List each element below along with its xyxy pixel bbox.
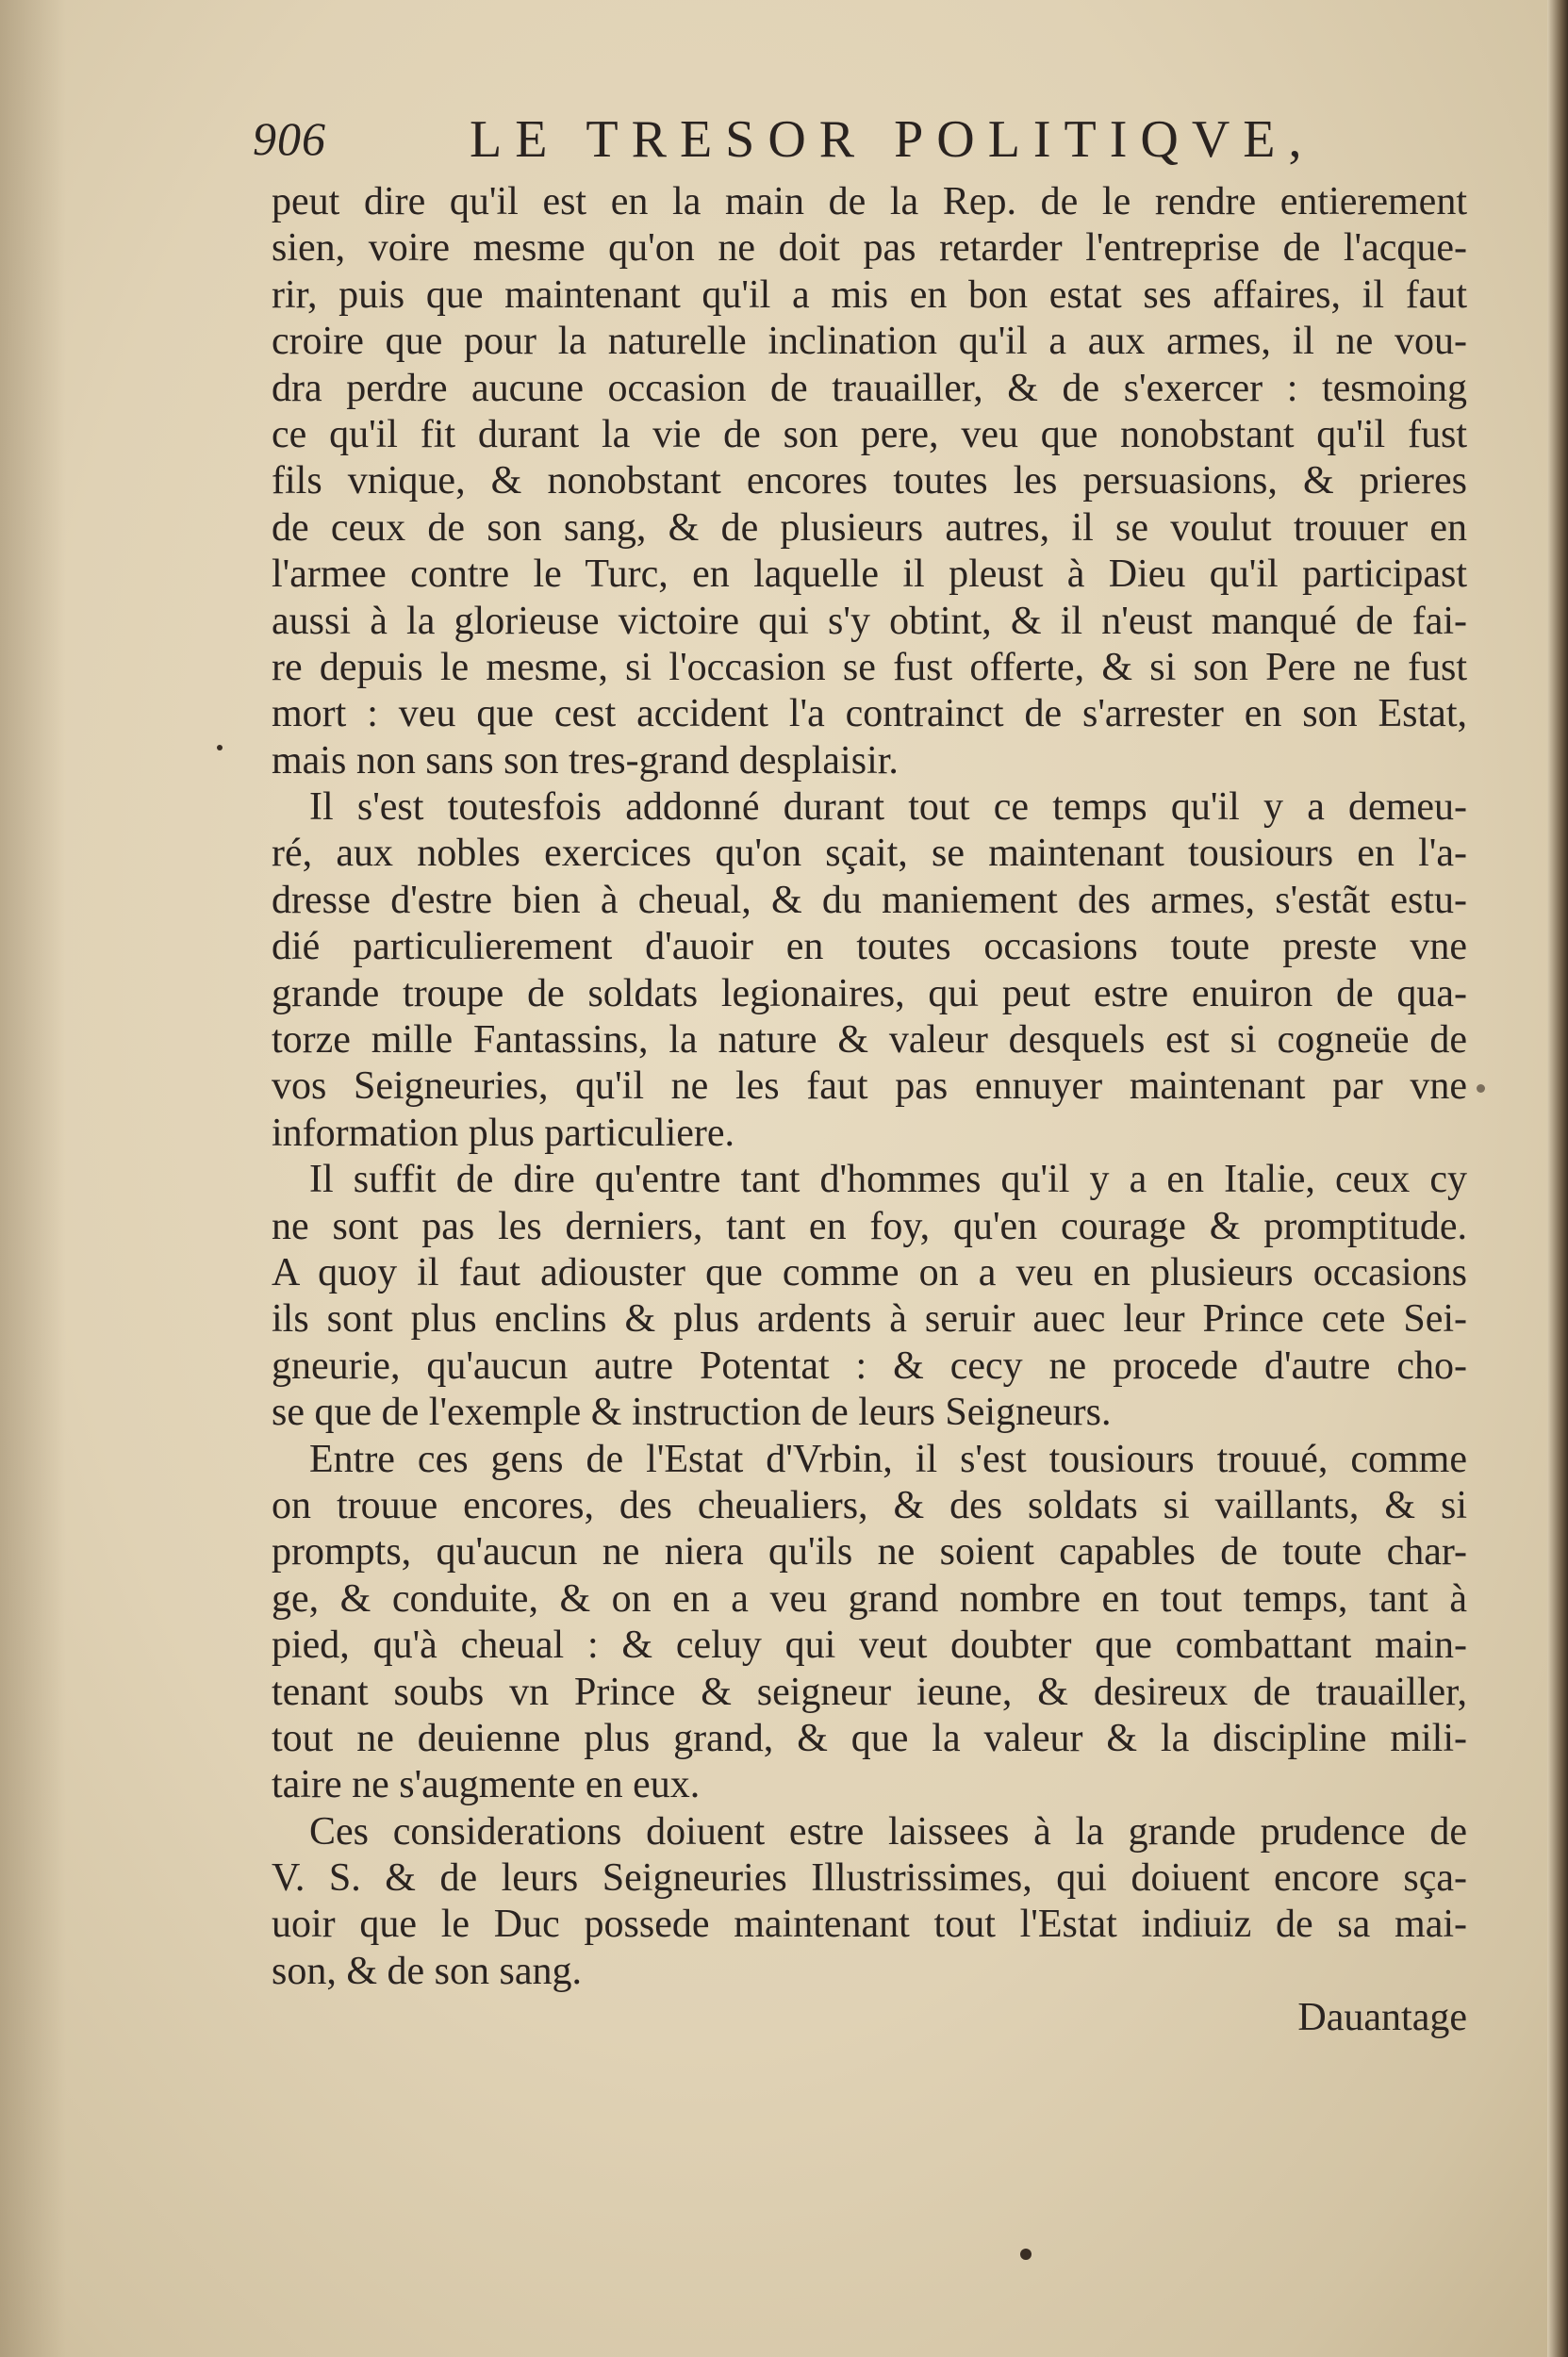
text-line: mais non sans son tres-grand desplaisir. xyxy=(272,738,899,783)
text-line: l'armee contre le Turc, en laquelle il pleust à Dieu qu'il participast xyxy=(272,552,1467,597)
catchword: Dauantage xyxy=(1297,1996,1467,2040)
text-line: peut dire qu'il est en la main de la Rep. de le rendre entierement xyxy=(272,180,1467,223)
text-line: A quoy il faut adiouster que comme on a veu en plusieurs occasions xyxy=(272,1250,1467,1294)
text-line: ne sont pas les derniers, tant en foy, qu'en courage & promptitude. xyxy=(272,1204,1467,1248)
text-line: pied, qu'à cheual : & celuy qui veut doubter que combattant main- xyxy=(272,1624,1467,1668)
text-line: fils vnique, & nonobstant encores toutes les persuasions, & prieres xyxy=(272,459,1467,503)
text-line: tenant soubs vn Prince & seigneur ieune, & desireux de trauailler, xyxy=(272,1670,1467,1714)
text-line: dra perdre aucune occasion de trauailler, & de s'exercer : tesmoing xyxy=(272,366,1467,410)
book-page xyxy=(253,104,1467,2052)
ink-speck xyxy=(1020,2249,1032,2260)
text-line: V. S. & de leurs Seigneuries Illustrissimes, qui doiuent encore sça- xyxy=(272,1856,1467,1901)
text-line: ce qu'il fit durant la vie de son pere, veu que nonobstant qu'il fust xyxy=(272,412,1467,456)
text-line: rir, puis que maintenant qu'il a mis en bon estat ses affaires, il faut xyxy=(272,272,1467,317)
running-head xyxy=(253,104,1467,179)
text-line: ge, & conduite, & on en a veu grand nombre en tout temps, tant à xyxy=(272,1576,1467,1621)
text-line: tout ne deuienne plus grand, & que la valeur & la discipline mili- xyxy=(272,1716,1467,1760)
text-line: Entre ces gens de l'Estat d'Vrbin, il s'est tousiours trouué, comme xyxy=(309,1437,1467,1481)
text-line: ils sont plus enclins & plus ardents à seruir auec leur Prince cete Sei- xyxy=(272,1297,1467,1342)
text-line: son, & de son sang. xyxy=(272,1949,582,1993)
ink-speck xyxy=(1477,1084,1485,1093)
page-right-edge xyxy=(1547,0,1568,2357)
body-text xyxy=(272,179,1467,1995)
text-line: taire ne s'augmente en eux. xyxy=(272,1763,701,1807)
text-line: re depuis le mesme, si l'occasion se fust offerte, & si son Pere ne fust xyxy=(272,645,1467,689)
running-title: LE TRESOR POLITIQVE, xyxy=(470,110,1315,169)
text-line: torze mille Fantassins, la nature & valeur desquels est si cogneüe de xyxy=(272,1018,1467,1063)
page-number: 906 xyxy=(253,112,326,165)
text-line: Il suffit de dire qu'entre tant d'hommes qu'il y a en Italie, ceux cy xyxy=(309,1158,1467,1202)
text-line: uoir que le Duc possede maintenant tout l'Estat indiuiz de sa mai- xyxy=(272,1903,1467,1947)
text-line: on trouue encores, des cheualiers, & des soldats si vaillants, & si xyxy=(272,1483,1467,1527)
text-line: aussi à la glorieuse victoire qui s'y obtint, & il n'eust manqué de fai- xyxy=(272,599,1467,643)
text-line: ré, aux nobles exercices qu'on sçait, se maintenant tousiours en l'a- xyxy=(272,832,1467,876)
ink-speck xyxy=(217,745,223,750)
spine-shadow xyxy=(0,0,66,2357)
text-line: dresse d'estre bien à cheual, & du maniement des armes, s'estãt estu- xyxy=(272,878,1467,922)
text-line: information plus particuliere. xyxy=(272,1111,735,1155)
text-line: Ces considerations doiuent estre laissees à la grande prudence de xyxy=(309,1809,1467,1854)
text-line: prompts, qu'aucun ne niera qu'ils ne soient capables de toute char- xyxy=(272,1530,1467,1574)
text-line: se que de l'exemple & instruction de leurs Seigneurs. xyxy=(272,1391,1112,1435)
text-line: de ceux de son sang, & de plusieurs autres, il se voulut trouuer en xyxy=(272,505,1467,550)
text-line: croire que pour la naturelle inclination qu'il a aux armes, il ne vou- xyxy=(272,320,1467,364)
text-line: vos Seigneuries, qu'il ne les faut pas ennuyer maintenant par vne xyxy=(272,1064,1467,1109)
text-line: Il s'est toutesfois addonné durant tout ce temps qu'il y a demeu- xyxy=(309,785,1467,830)
text-line: grande troupe de soldats legionaires, qui peut estre enuiron de qua- xyxy=(272,971,1467,1015)
text-line: dié particulierement d'auoir en toutes occasions toute preste vne xyxy=(272,925,1467,969)
text-line: mort : veu que cest accident l'a contrainct de s'arrester en son Estat, xyxy=(272,692,1467,736)
text-line: sien, voire mesme qu'on ne doit pas retarder l'entreprise de l'acque- xyxy=(272,226,1467,271)
text-line: gneurie, qu'aucun autre Potentat : & cecy ne procede d'autre cho- xyxy=(272,1343,1467,1388)
